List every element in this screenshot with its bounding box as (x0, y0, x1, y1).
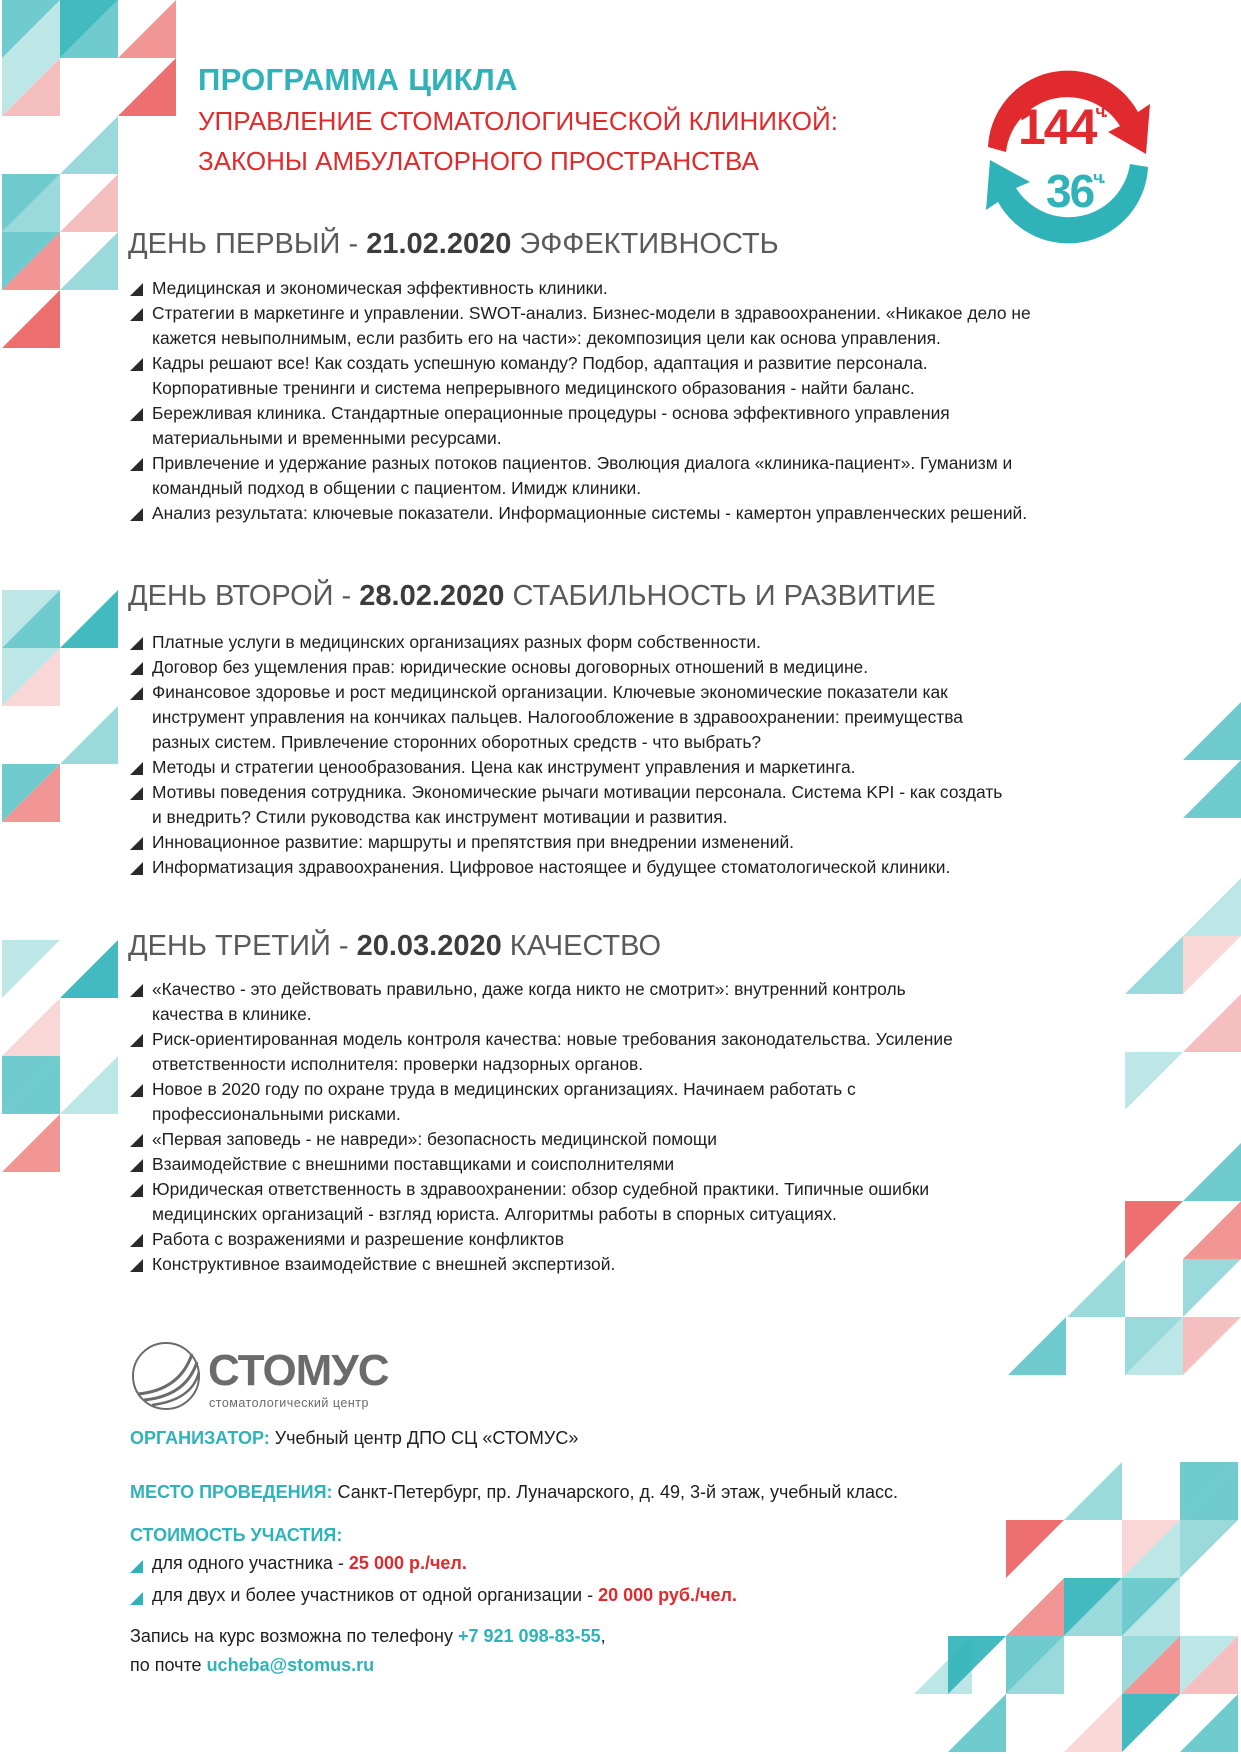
decorative-triangle (1180, 1520, 1238, 1578)
list-item-line: ответственности исполнителя: проверки надзорных органов. (152, 1054, 644, 1074)
list-item (130, 1127, 1160, 1152)
cycle-arrows-icon (968, 52, 1168, 262)
decorative-triangle (1180, 1694, 1238, 1752)
decorative-triangle (948, 1694, 1006, 1752)
decorative-triangle (60, 706, 118, 764)
decorative-triangle (1183, 1259, 1241, 1317)
total-hours: $144^{ч.}$ (1018, 99, 1107, 155)
decorative-triangle (1183, 878, 1241, 936)
decorative-triangle (60, 116, 118, 174)
list-item-line: «Качество - это действовать правильно, даже когда никто не смотрит»: внутренний контроль (152, 979, 906, 999)
list-item-line: Кадры решают все! Как создать успешную команду? Подбор, адаптация и развитие персонала. (152, 353, 928, 373)
decorative-triangle (60, 590, 118, 648)
list-item-line: Юридическая ответственность в здравоохранении: обзор судебной практики. Типичные ошибки (152, 1179, 930, 1199)
list-item-line: Взаимодействие с внешними поставщиками и соисполнителями (152, 1154, 675, 1174)
decorative-triangle (60, 940, 118, 998)
list-item-line: «Первая заповедь - не навреди»: безопасность медицинской помощи (152, 1129, 717, 1149)
decorative-triangle (1183, 1317, 1241, 1375)
bullet-triangle-icon (130, 508, 143, 521)
bullet-triangle-icon (130, 283, 143, 296)
bullet-triangle-icon (130, 862, 143, 875)
list-item (130, 1152, 1160, 1177)
part-hours: $36^{ч.}$ (1046, 165, 1104, 217)
stomus-logo (130, 1340, 390, 1412)
pricing-heading: СТОИМОСТЬ УЧАСТИЯ: (130, 1525, 343, 1545)
decorative-triangle (60, 232, 118, 290)
list-item-line: командный подход в общении с пациентом. Имидж клиники. (152, 478, 642, 498)
bullet-triangle-icon (130, 1084, 143, 1097)
list-item-line: медицинских организаций - взгляд юриста. Алгоритмы работы в спорных ситуациях. (152, 1204, 837, 1224)
decorative-triangle (2, 998, 60, 1056)
list-item (130, 1077, 1160, 1127)
list-item-line: разных систем. Привлечение сторонних оборотных средств - что выбрать? (152, 732, 762, 752)
phone-link[interactable]: +7 921 098-83-55 (458, 1626, 601, 1646)
decorative-triangle (1183, 1201, 1241, 1259)
bullet-triangle-icon (130, 637, 143, 650)
list-item (130, 1227, 1160, 1252)
list-item-line: Информатизация здравоохранения. Цифровое настоящее и будущее стоматологической клиники. (152, 857, 951, 877)
venue-row: МЕСТО ПРОВЕДЕНИЯ: Санкт-Петербург, пр. Луначарского, д. 49, 3-й этаж, учебный класс. (130, 1482, 898, 1502)
decorative-triangle (1183, 936, 1241, 994)
list-item-line: Финансовое здоровье и рост медицинской организации. Ключевые экономические показатели как (152, 682, 948, 702)
bullet-triangle-icon (130, 358, 143, 371)
bullet-triangle-icon (130, 308, 143, 321)
list-item (130, 755, 1160, 780)
list-item-line: и внедрить? Стили руководства как инструмент мотивации и развития. (152, 807, 728, 827)
decorative-triangle (2, 940, 60, 998)
hours-badge (968, 52, 1168, 262)
decorative-triangle (2, 1114, 60, 1172)
program-title: ПРОГРАММА ЦИКЛА (198, 62, 518, 97)
decorative-triangle (60, 1056, 118, 1114)
bullet-triangle-icon (130, 1034, 143, 1047)
decorative-triangle (118, 58, 176, 116)
list-item-line: Новое в 2020 году по охране труда в медицинских организациях. Начинаем работать с (152, 1079, 856, 1099)
organizer-row: ОРГАНИЗАТОР: Учебный центр ДПО СЦ «СТОМУС» (130, 1428, 579, 1448)
day1-heading: ДЕНЬ ПЕРВЫЙ - 21.02.2020 ЭФФЕКТИВНОСТЬ (128, 228, 779, 260)
list-item-line: Инновационное развитие: маршруты и препятствия при внедрении изменений. (152, 832, 794, 852)
list-item (130, 680, 1160, 755)
logo-tagline: стоматологический центр (209, 1396, 369, 1410)
bullet-triangle-icon (130, 408, 143, 421)
list-item (130, 780, 1160, 830)
list-item (130, 351, 1160, 401)
bullet-triangle-icon (130, 1259, 143, 1272)
decorative-triangle (1183, 1143, 1241, 1201)
bullet-triangle-icon (130, 1234, 143, 1247)
bullet-triangle-icon (130, 1134, 143, 1147)
list-item-line: Договор без ущемления прав: юридические основы договорных отношений в медицине. (152, 657, 869, 677)
list-item (130, 451, 1160, 501)
decorative-triangle (1064, 1462, 1122, 1520)
day1-list (130, 276, 1160, 526)
list-item-line: Бережливая клиника. Стандартные операционные процедуры - основа эффективного управления (152, 403, 950, 423)
day2-heading: ДЕНЬ ВТОРОЙ - 28.02.2020 СТАБИЛЬНОСТЬ И РАЗВИТИЕ (128, 580, 936, 612)
decorative-triangle (118, 0, 176, 58)
list-item-line: кажется невыполнимым, если разбить его на части»: декомпозиция цели как основа управления. (152, 328, 941, 348)
bullet-triangle-icon (130, 787, 143, 800)
logo-name: СТОМУС (208, 1346, 389, 1395)
price-option-group: для двух и более участников от одной организации - 20 000 руб./чел. (130, 1585, 737, 1606)
list-item-line: Привлечение и удержание разных потоков пациентов. Эволюция диалога «клиника-пациент». Гуманизм и (152, 453, 1013, 473)
list-item (130, 1177, 1160, 1227)
bullet-triangle-icon (130, 1560, 143, 1573)
bullet-triangle-icon (130, 984, 143, 997)
list-item-line: качества в клинике. (152, 1004, 312, 1024)
bullet-triangle-icon (130, 662, 143, 675)
bullet-triangle-icon (130, 1592, 143, 1605)
decorative-triangle (2, 290, 60, 348)
decorative-triangle (1006, 1520, 1064, 1578)
email-row: по почте ucheba@stomus.ru (130, 1655, 375, 1675)
list-item-line: материальными и временными ресурсами. (152, 428, 502, 448)
day3-heading: ДЕНЬ ТРЕТИЙ - 20.03.2020 КАЧЕСТВО (128, 930, 662, 962)
list-item (130, 401, 1160, 451)
list-item (130, 276, 1160, 301)
decorative-triangle (60, 174, 118, 232)
list-item (130, 630, 1160, 655)
program-subtitle-line2: ЗАКОНЫ АМБУЛАТОРНОГО ПРОСТРАНСТВА (198, 146, 759, 176)
list-item-line: Методы и стратегии ценообразования. Цена как инструмент управления и маркетинга. (152, 757, 856, 777)
day2-list (130, 630, 1160, 880)
bullet-triangle-icon (130, 1184, 143, 1197)
decorative-triangle (1183, 702, 1241, 760)
decorative-triangle (1064, 1694, 1122, 1752)
decorative-triangle (1006, 1578, 1064, 1636)
list-item-line: Риск-ориентированная модель контроля качества: новые требования законодательства. Усиление (152, 1029, 953, 1049)
list-item-line: Анализ результата: ключевые показатели. Информационные системы - камертон управленческих решений. (152, 503, 1028, 523)
list-item-line: Конструктивное взаимодействие с внешней экспертизой. (152, 1254, 616, 1274)
list-item (130, 1027, 1160, 1077)
price-option-single: для одного участника - 25 000 р./чел. (130, 1553, 467, 1574)
decorative-triangle (1183, 994, 1241, 1052)
decorative-triangle (1122, 1694, 1180, 1752)
decorative-triangle (1183, 760, 1241, 818)
program-subtitle-line1: УПРАВЛЕНИЕ СТОМАТОЛОГИЧЕСКОЙ КЛИНИКОЙ: (198, 106, 838, 136)
bullet-triangle-icon (130, 687, 143, 700)
bullet-triangle-icon (130, 837, 143, 850)
phone-row: Запись на курс возможна по телефону +7 921 098-83-55, (130, 1626, 606, 1646)
list-item (130, 830, 1160, 855)
list-item-line: инструмент управления на кончиках пальцев. Налогообложение в здравоохранении: преимущества (152, 707, 963, 727)
bullet-triangle-icon (130, 1159, 143, 1172)
decorative-triangle (1008, 1317, 1066, 1375)
list-item-line: профессиональными рисками. (152, 1104, 401, 1124)
list-item-line: Медицинская и экономическая эффективность клиники. (152, 278, 608, 298)
day3-list (130, 977, 1160, 1277)
list-item-line: Работа с возражениями и разрешение конфликтов (152, 1229, 564, 1249)
list-item-line: Платные услуги в медицинских организациях разных форм собственности. (152, 632, 761, 652)
list-item (130, 977, 1160, 1027)
list-item-line: Мотивы поведения сотрудника. Экономические рычаги мотивации персонала. Система KPI - как создать (152, 782, 1003, 802)
logo-sphere-icon (130, 1340, 202, 1412)
bullet-triangle-icon (130, 458, 143, 471)
list-item-line: Корпоративные тренинги и система непрерывного медицинского образования - найти баланс. (152, 378, 915, 398)
list-item-line: Стратегии в маркетинге и управлении. SWOT-анализ. Бизнес-модели в здравоохранении. «Никакое дело не (152, 303, 1031, 323)
list-item (130, 501, 1160, 526)
list-item (130, 1252, 1160, 1277)
list-item (130, 301, 1160, 351)
list-item (130, 655, 1160, 680)
list-item (130, 855, 1160, 880)
email-link[interactable]: ucheba@stomus.ru (206, 1655, 375, 1675)
bullet-triangle-icon (130, 762, 143, 775)
